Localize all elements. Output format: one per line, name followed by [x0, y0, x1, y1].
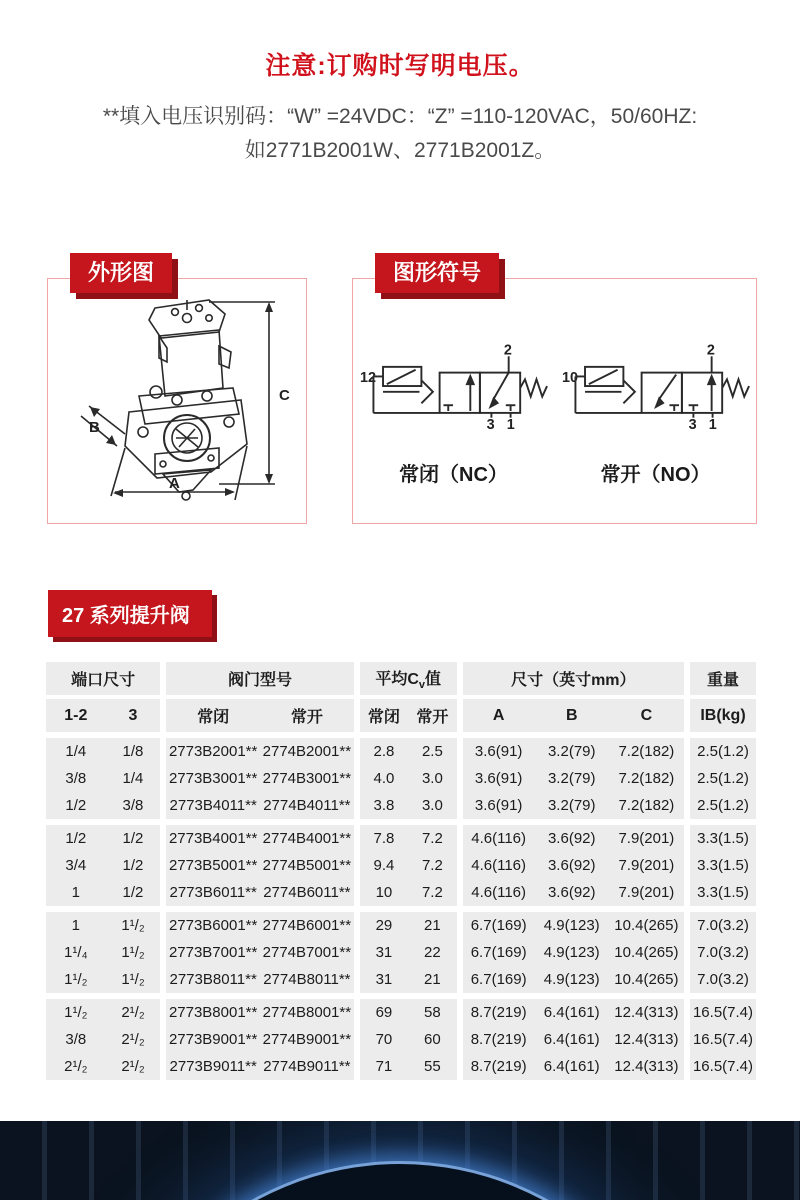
table-sub-header-row [46, 697, 756, 735]
table-cell: 3.6(91) [460, 765, 535, 792]
symbol-panel-label: 图形符号 [375, 253, 499, 293]
table-cell: 7.0(3.2) [687, 939, 756, 966]
table-cell: 1/4 [106, 765, 164, 792]
table-cell: 2773B5001** [163, 852, 260, 879]
page-footer [0, 1121, 800, 1200]
table-cell: 2774B6001** [260, 909, 357, 939]
table-cell: 12.4(313) [609, 1026, 687, 1053]
table-cell: 3.6(92) [535, 852, 609, 879]
table-cell: 1/4 [46, 735, 106, 765]
table-cell: 1/2 [106, 852, 164, 879]
table-cell: 7.0(3.2) [687, 966, 756, 996]
table-cell: 2.5 [408, 735, 459, 765]
table-cell: 1¹/₂ [106, 909, 164, 939]
table-cell: 3.6(92) [535, 879, 609, 909]
table-cell: 6.4(161) [535, 996, 609, 1026]
table-cell: 3.6(91) [460, 792, 535, 822]
subheader-no-model: 常开 [260, 697, 357, 735]
table-cell: 16.5(7.4) [687, 996, 756, 1026]
nc-pilot-port-label: 12 [359, 369, 376, 386]
table-cell: 3/8 [46, 765, 106, 792]
table-cell: 7.2 [408, 822, 459, 852]
table-cell: 6.4(161) [535, 1026, 609, 1053]
group-header-port-size: 端口尺寸 [46, 662, 163, 697]
table-cell: 2774B6011** [260, 879, 357, 909]
table-row [46, 996, 756, 1026]
table-cell: 2774B9001** [260, 1026, 357, 1053]
subheader-no-cv: 常开 [408, 697, 459, 735]
outline-panel [47, 260, 307, 524]
table-cell: 21 [408, 966, 459, 996]
table-row [46, 765, 756, 792]
table-cell: 10.4(265) [609, 939, 687, 966]
table-cell: 8.7(219) [460, 996, 535, 1026]
table-cell: 21 [408, 909, 459, 939]
table-cell: 22 [408, 939, 459, 966]
table-cell: 9.4 [357, 852, 408, 879]
table-cell: 1¹/₂ [46, 966, 106, 996]
group-header-cv: 平均$C_v$值 [357, 662, 460, 697]
dim-c-label: C [279, 387, 290, 404]
table-cell: 12.4(313) [609, 1053, 687, 1080]
table-cell: 3.3(1.5) [687, 879, 756, 909]
table-cell: 6.7(169) [460, 966, 535, 996]
table-cell: 2773B8011** [163, 966, 260, 996]
no-pilot-port-label: 10 [561, 369, 578, 386]
table-cell: 3.3(1.5) [687, 852, 756, 879]
table-cell: 70 [357, 1026, 408, 1053]
table-cell: 1¹/₂ [106, 939, 164, 966]
no-port2-label: 2 [706, 341, 715, 358]
table-cell: 10.4(265) [609, 966, 687, 996]
table-cell: 4.6(116) [460, 822, 535, 852]
nc-port1-label: 1 [506, 416, 515, 432]
table-cell: 4.9(123) [535, 966, 609, 996]
table-cell: 60 [408, 1026, 459, 1053]
table-cell: 3.2(79) [535, 765, 609, 792]
table-cell: 1/2 [106, 879, 164, 909]
table-cell: 6.4(161) [535, 1053, 609, 1080]
notice-title: 注意:订购时写明电压。 [265, 52, 535, 80]
subheader-port-12: 1-2 [46, 697, 106, 735]
table-cell: 2774B5001** [260, 852, 357, 879]
table-cell: 2773B4001** [163, 822, 260, 852]
table-cell: 3.2(79) [535, 735, 609, 765]
table-cell: 3.6(91) [460, 735, 535, 765]
table-cell: 55 [408, 1053, 459, 1080]
voltage-note-line2: 如2771B2001W、2771B2001Z。 [244, 139, 556, 163]
table-cell: 3.6(92) [535, 822, 609, 852]
table-cell: 2774B8001** [260, 996, 357, 1026]
table-cell: 1¹/₄ [46, 939, 106, 966]
table-cell: 58 [408, 996, 459, 1026]
table-row [46, 879, 756, 909]
table-row [46, 852, 756, 879]
table-cell: 2773B9011** [163, 1053, 260, 1080]
table-cell: 4.9(123) [535, 939, 609, 966]
table-cell: 16.5(7.4) [687, 1026, 756, 1053]
table-cell: 7.2(182) [609, 792, 687, 822]
table-cell: 69 [357, 996, 408, 1026]
subheader-dim-c: C [609, 697, 687, 735]
table-cell: 1¹/₂ [106, 966, 164, 996]
table-cell: 4.6(116) [460, 852, 535, 879]
no-caption: 常开（NO） [600, 463, 711, 486]
table-cell: 4.9(123) [535, 909, 609, 939]
nc-caption: 常闭（NC） [399, 463, 508, 486]
nc-valve-symbol-diagram [360, 342, 548, 432]
table-cell: 2¹/₂ [106, 1053, 164, 1080]
table-cell: 2773B3001** [163, 765, 260, 792]
table-row [46, 822, 756, 852]
table-cell: 2774B9011** [260, 1053, 357, 1080]
table-group-header-row [46, 662, 756, 697]
table-cell: 1/2 [46, 822, 106, 852]
table-cell: 1 [46, 879, 106, 909]
table-row [46, 939, 756, 966]
table-cell: 3/8 [46, 1026, 106, 1053]
table-cell: 3/4 [46, 852, 106, 879]
valve-table [46, 662, 756, 1080]
table-cell: 10 [357, 879, 408, 909]
table-cell: 3.2(79) [535, 792, 609, 822]
subheader-nc-model: 常闭 [163, 697, 260, 735]
table-row [46, 735, 756, 765]
table-row [46, 792, 756, 822]
series-banner: 27 系列提升阀 [48, 590, 212, 637]
table-cell: 1/2 [106, 822, 164, 852]
table-cell: 2774B7001** [260, 939, 357, 966]
outline-panel-label: 外形图 [70, 253, 172, 293]
table-cell: 7.9(201) [609, 879, 687, 909]
group-header-weight: 重量 [687, 662, 756, 697]
table-cell: 2773B8001** [163, 996, 260, 1026]
table-cell: 8.7(219) [460, 1026, 535, 1053]
group-header-model: 阀门型号 [163, 662, 356, 697]
valve-outline-drawing [59, 288, 295, 514]
subheader-dim-b: B [535, 697, 609, 735]
table-cell: 2773B7001** [163, 939, 260, 966]
symbol-panel [352, 260, 757, 524]
voltage-note [0, 100, 800, 168]
table-cell: 7.9(201) [609, 852, 687, 879]
no-symbol-block [562, 342, 750, 487]
subheader-port-3: 3 [106, 697, 164, 735]
table-cell: 2¹/₂ [106, 1026, 164, 1053]
table-cell: 6.7(169) [460, 909, 535, 939]
table-cell: 1 [46, 909, 106, 939]
table-cell: 2.8 [357, 735, 408, 765]
subheader-weight: IB(kg) [687, 697, 756, 735]
table-row [46, 1053, 756, 1080]
table-cell: 3.3(1.5) [687, 822, 756, 852]
table-row [46, 1026, 756, 1053]
table-cell: 2774B4001** [260, 822, 357, 852]
table-cell: 2774B3001** [260, 765, 357, 792]
table-cell: 31 [357, 939, 408, 966]
table-cell: 7.9(201) [609, 822, 687, 852]
table-cell: 1/8 [106, 735, 164, 765]
table-cell: 1/2 [46, 792, 106, 822]
table-cell: 29 [357, 909, 408, 939]
table-cell: 6.7(169) [460, 939, 535, 966]
table-cell: 4.6(116) [460, 879, 535, 909]
table-cell: 1¹/₂ [46, 996, 106, 1026]
table-cell: 2774B2001** [260, 735, 357, 765]
table-cell: 12.4(313) [609, 996, 687, 1026]
table-cell: 2773B9001** [163, 1026, 260, 1053]
table-cell: 2.5(1.2) [687, 792, 756, 822]
table-row [46, 966, 756, 996]
no-valve-symbol-diagram [562, 342, 750, 432]
voltage-note-line1: **填入电压识别码：“W” =24VDC：“Z” =110-120VAC，50/60HZ: [102, 105, 698, 128]
table-cell: 2¹/₂ [106, 996, 164, 1026]
valve-table-body [46, 735, 756, 1080]
group-header-dimensions: 尺寸（英寸mm） [460, 662, 687, 697]
table-cell: 8.7(219) [460, 1053, 535, 1080]
table-cell: 2.5(1.2) [687, 735, 756, 765]
table-cell: 16.5(7.4) [687, 1053, 756, 1080]
dim-a-label: A [169, 475, 180, 492]
no-port1-label: 1 [708, 416, 717, 432]
dim-b-label: B [89, 419, 100, 436]
table-cell: 7.2 [408, 852, 459, 879]
table-cell: 7.2(182) [609, 735, 687, 765]
table-cell: 7.2 [408, 879, 459, 909]
table-cell: 2¹/₂ [46, 1053, 106, 1080]
subheader-nc-cv: 常闭 [357, 697, 408, 735]
table-cell: 3.8 [357, 792, 408, 822]
table-cell: 2773B4011** [163, 792, 260, 822]
nc-port2-label: 2 [503, 341, 512, 358]
table-cell: 2.5(1.2) [687, 765, 756, 792]
no-port3-label: 3 [688, 416, 697, 432]
table-row [46, 909, 756, 939]
table-cell: 2773B6001** [163, 909, 260, 939]
table-cell: 2774B4011** [260, 792, 357, 822]
table-cell: 10.4(265) [609, 909, 687, 939]
table-cell: 2773B6011** [163, 879, 260, 909]
table-cell: 7.0(3.2) [687, 909, 756, 939]
table-cell: 3.0 [408, 792, 459, 822]
table-cell: 7.8 [357, 822, 408, 852]
table-cell: 31 [357, 966, 408, 996]
table-cell: 71 [357, 1053, 408, 1080]
nc-port3-label: 3 [486, 416, 495, 432]
subheader-dim-a: A [460, 697, 535, 735]
table-cell: 4.0 [357, 765, 408, 792]
table-cell: 7.2(182) [609, 765, 687, 792]
table-cell: 3.0 [408, 765, 459, 792]
table-cell: 2773B2001** [163, 735, 260, 765]
table-cell: 3/8 [106, 792, 164, 822]
table-cell: 2774B8011** [260, 966, 357, 996]
nc-symbol-block [360, 342, 548, 487]
